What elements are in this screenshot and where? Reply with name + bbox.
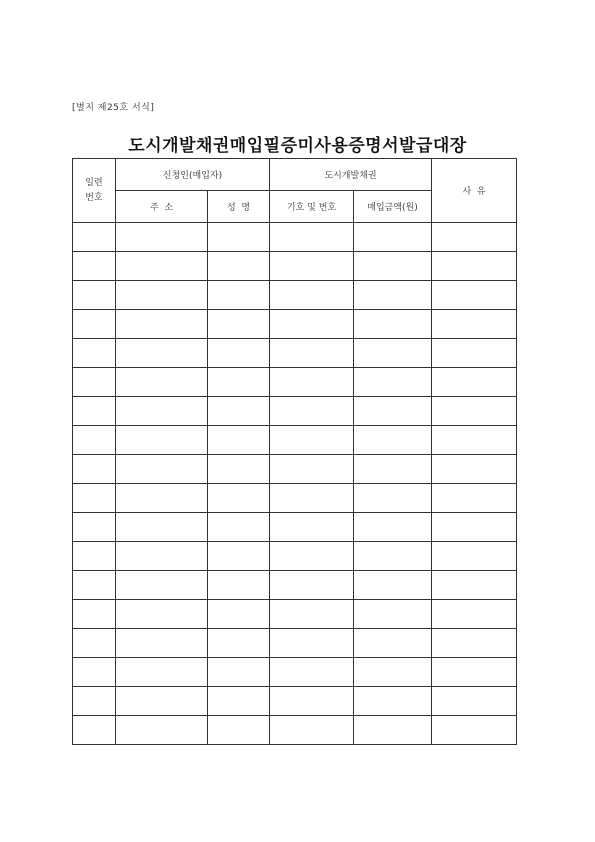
serial-cell[interactable] (73, 397, 116, 426)
serial-cell[interactable] (73, 542, 116, 571)
address-cell[interactable] (116, 542, 208, 571)
table-row (73, 281, 517, 310)
symbol-number-cell[interactable] (270, 455, 354, 484)
address-cell[interactable] (116, 687, 208, 716)
symbol-number-cell[interactable] (270, 339, 354, 368)
address-cell[interactable] (116, 310, 208, 339)
serial-cell[interactable] (73, 513, 116, 542)
table-row (73, 252, 517, 281)
serial-header-line1: 일련 (85, 177, 103, 188)
reason-cell[interactable] (432, 397, 517, 426)
table-row (73, 426, 517, 455)
purchase-amount-cell[interactable] (354, 513, 432, 542)
serial-cell[interactable] (73, 629, 116, 658)
serial-number-header (73, 159, 116, 223)
name-cell[interactable] (208, 339, 270, 368)
serial-cell[interactable] (73, 223, 116, 252)
table-row (73, 658, 517, 687)
table-row (73, 542, 517, 571)
table-row (73, 513, 517, 542)
name-cell[interactable] (208, 658, 270, 687)
symbol-number-cell[interactable] (270, 397, 354, 426)
header-row-1 (73, 159, 517, 191)
name-cell[interactable] (208, 542, 270, 571)
name-cell[interactable] (208, 281, 270, 310)
address-cell[interactable] (116, 223, 208, 252)
reason-cell[interactable] (432, 426, 517, 455)
purchase-amount-cell[interactable] (354, 223, 432, 252)
purchase-amount-cell[interactable] (354, 397, 432, 426)
purchase-amount-cell[interactable] (354, 281, 432, 310)
purchase-amount-cell[interactable] (354, 426, 432, 455)
applicant-group-header: 신청인(매입자) (116, 159, 270, 191)
table-row (73, 571, 517, 600)
address-cell[interactable] (116, 484, 208, 513)
reason-cell[interactable] (432, 629, 517, 658)
symbol-number-cell[interactable] (270, 368, 354, 397)
serial-cell[interactable] (73, 339, 116, 368)
table-row (73, 484, 517, 513)
reason-cell[interactable] (432, 513, 517, 542)
purchase-amount-cell[interactable] (354, 571, 432, 600)
name-cell[interactable] (208, 484, 270, 513)
symbol-number-cell[interactable] (270, 629, 354, 658)
address-cell[interactable] (116, 716, 208, 745)
address-cell[interactable] (116, 658, 208, 687)
symbol-number-cell[interactable] (270, 252, 354, 281)
reason-cell[interactable] (432, 368, 517, 397)
bond-group-header: 도시개발채권 (270, 159, 432, 191)
name-header: 성 명 (208, 191, 270, 223)
address-cell[interactable] (116, 426, 208, 455)
name-cell[interactable] (208, 629, 270, 658)
reason-cell[interactable] (432, 223, 517, 252)
name-cell[interactable] (208, 600, 270, 629)
address-cell[interactable] (116, 629, 208, 658)
serial-cell[interactable] (73, 571, 116, 600)
name-cell[interactable] (208, 397, 270, 426)
serial-cell[interactable] (73, 716, 116, 745)
serial-cell[interactable] (73, 368, 116, 397)
symbol-number-cell[interactable] (270, 658, 354, 687)
serial-cell[interactable] (73, 281, 116, 310)
purchase-amount-cell[interactable] (354, 687, 432, 716)
purchase-amount-cell[interactable] (354, 658, 432, 687)
symbol-number-cell[interactable] (270, 426, 354, 455)
document-title: 도시개발채권매입필증미사용증명서발급대장 (128, 136, 467, 156)
reason-cell[interactable] (432, 310, 517, 339)
address-cell[interactable] (116, 252, 208, 281)
purchase-amount-cell[interactable] (354, 252, 432, 281)
name-cell[interactable] (208, 223, 270, 252)
name-cell[interactable] (208, 426, 270, 455)
name-cell[interactable] (208, 513, 270, 542)
symbol-number-cell[interactable] (270, 687, 354, 716)
table-row (73, 397, 517, 426)
address-cell[interactable] (116, 455, 208, 484)
address-cell[interactable] (116, 397, 208, 426)
name-cell[interactable] (208, 368, 270, 397)
address-cell[interactable] (116, 339, 208, 368)
purchase-amount-cell[interactable] (354, 368, 432, 397)
symbol-number-cell[interactable] (270, 542, 354, 571)
table-row (73, 310, 517, 339)
address-cell[interactable] (116, 600, 208, 629)
reason-cell[interactable] (432, 281, 517, 310)
table-row (73, 687, 517, 716)
address-header: 주 소 (116, 191, 208, 223)
name-cell[interactable] (208, 310, 270, 339)
serial-header-line2: 번호 (85, 192, 103, 203)
symbol-number-cell[interactable] (270, 310, 354, 339)
serial-cell[interactable] (73, 252, 116, 281)
table-row (73, 716, 517, 745)
serial-cell[interactable] (73, 687, 116, 716)
table-row (73, 455, 517, 484)
purchase-amount-cell[interactable] (354, 542, 432, 571)
reason-cell[interactable] (432, 455, 517, 484)
serial-cell[interactable] (73, 455, 116, 484)
reason-cell[interactable] (432, 484, 517, 513)
table-row (73, 600, 517, 629)
reason-cell[interactable] (432, 252, 517, 281)
symbol-number-header: 기호 및 번호 (270, 191, 354, 223)
purchase-amount-cell[interactable] (354, 600, 432, 629)
symbol-number-cell[interactable] (270, 223, 354, 252)
symbol-number-cell[interactable] (270, 716, 354, 745)
table-row (73, 368, 517, 397)
serial-cell[interactable] (73, 658, 116, 687)
symbol-number-cell[interactable] (270, 513, 354, 542)
address-cell[interactable] (116, 513, 208, 542)
address-cell[interactable] (116, 571, 208, 600)
name-cell[interactable] (208, 252, 270, 281)
name-cell[interactable] (208, 687, 270, 716)
reason-cell[interactable] (432, 571, 517, 600)
table-row (73, 339, 517, 368)
purchase-amount-cell[interactable] (354, 716, 432, 745)
purchase-amount-cell[interactable] (354, 339, 432, 368)
ledger-body (73, 223, 517, 745)
purchase-amount-header: 매입금액(원) (354, 191, 432, 223)
symbol-number-cell[interactable] (270, 571, 354, 600)
form-number-label: [별지 제25호 서식] (72, 103, 155, 113)
serial-cell[interactable] (73, 310, 116, 339)
name-cell[interactable] (208, 455, 270, 484)
reason-cell[interactable] (432, 600, 517, 629)
purchase-amount-cell[interactable] (354, 484, 432, 513)
table-row (73, 223, 517, 252)
reason-cell[interactable] (432, 716, 517, 745)
serial-cell[interactable] (73, 426, 116, 455)
address-cell[interactable] (116, 281, 208, 310)
serial-cell[interactable] (73, 484, 116, 513)
purchase-amount-cell[interactable] (354, 455, 432, 484)
serial-cell[interactable] (73, 600, 116, 629)
reason-cell[interactable] (432, 658, 517, 687)
name-cell[interactable] (208, 716, 270, 745)
reason-header: 사 유 (432, 159, 517, 223)
table-row (73, 629, 517, 658)
reason-cell[interactable] (432, 542, 517, 571)
name-cell[interactable] (208, 571, 270, 600)
issuance-ledger-table (72, 158, 517, 745)
reason-cell[interactable] (432, 687, 517, 716)
purchase-amount-cell[interactable] (354, 310, 432, 339)
symbol-number-cell[interactable] (270, 600, 354, 629)
reason-cell[interactable] (432, 339, 517, 368)
purchase-amount-cell[interactable] (354, 629, 432, 658)
symbol-number-cell[interactable] (270, 281, 354, 310)
symbol-number-cell[interactable] (270, 484, 354, 513)
address-cell[interactable] (116, 368, 208, 397)
